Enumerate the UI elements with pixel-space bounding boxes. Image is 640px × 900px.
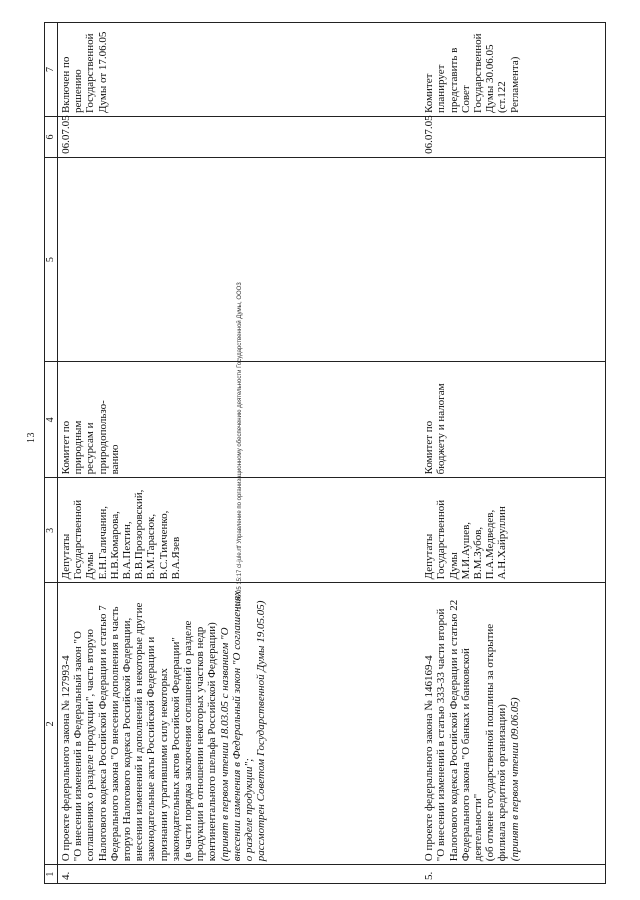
- responsible-committee: [58, 362, 422, 478]
- status-line: Комитет планирует: [423, 64, 448, 113]
- author-line: Государственной: [435, 499, 448, 580]
- committee-line: Комитет по: [60, 420, 72, 475]
- author-line: П.А.Медведев,: [484, 509, 497, 580]
- author-line: В.М.Тарасюк,: [145, 513, 158, 580]
- bill-status: [421, 23, 605, 117]
- header-col-3: 3: [45, 478, 58, 583]
- status-line: Думы от 17.06.05: [96, 31, 109, 113]
- bill-authors: [58, 478, 422, 583]
- author-line: Депутаты: [423, 533, 436, 580]
- author-line: А.Н.Хайруллин: [496, 506, 509, 580]
- table-row: [421, 23, 605, 884]
- responsible-committee: [421, 362, 605, 478]
- review-date: 06.07.05: [421, 117, 605, 158]
- bill-note: (принят в первом чтении 18.03.05 с названием "О внесении изменения в Федеральный закон "О соглашениях о разделе продукции";: [218, 590, 256, 862]
- header-col-7: 7: [45, 23, 58, 117]
- author-line: В.М.Зубов,: [472, 526, 485, 580]
- header-col-5: 5: [45, 157, 58, 361]
- committee-line: ванию: [108, 444, 121, 475]
- bill-desc-line: (об отмене государственной пошлины за открытие филиала кредитной организации): [484, 623, 509, 862]
- author-line: В.А.Язев: [169, 536, 182, 580]
- author-line: Думы: [447, 552, 460, 580]
- status-line: (ст.122 Регламента): [496, 56, 521, 113]
- status-line: решению: [72, 69, 85, 113]
- status-line: Включен по: [60, 56, 72, 113]
- committee-line: природопользо-: [96, 400, 109, 475]
- bill-desc-line: "О внесении изменений в статью 333-33 части второй Налогового кодекса Российской Федерации и статью 22 Федерального закона "О банках и банковской деятельности": [435, 599, 485, 862]
- header-col-2: 2: [45, 583, 58, 865]
- table-header-row: [45, 23, 58, 884]
- author-line: В.С.Тимченко,: [157, 510, 170, 580]
- author-line: Н.В.Комарова,: [108, 511, 121, 580]
- status-line: представить в Совет: [447, 47, 472, 113]
- committee-line: Комитет по: [423, 420, 436, 475]
- author-line: В.А.Пехтин,: [121, 521, 134, 580]
- committee-line: природным: [72, 420, 85, 475]
- bill-title: О проекте федерального закона № 127993-4: [60, 655, 72, 862]
- committee-line: бюджету и налогам: [435, 383, 448, 475]
- bill-authors: [421, 478, 605, 583]
- row-number: 5.: [421, 865, 605, 884]
- bill-title: О проекте федерального закона № 146169-4: [423, 655, 436, 862]
- committee-line: ресурсам и: [84, 422, 97, 475]
- document-sheet: [44, 22, 606, 884]
- bill-note: рассмотрен Советом Государственной Думы 19.05.05): [255, 600, 268, 862]
- table-row: [58, 23, 422, 884]
- bill-description: [58, 583, 422, 865]
- review-date: 06.07.05: [58, 117, 422, 158]
- author-line: Депутаты: [60, 533, 72, 580]
- status-line: Государственной: [84, 33, 97, 113]
- header-col-6: 6: [45, 117, 58, 158]
- print-footer: 17.06.05 15:17 cl-jule.rtf Управление по организационному обеспечению деятельности Государственной Думы, ООО3: [237, 282, 243, 610]
- header-col-4: 4: [45, 362, 58, 478]
- bill-note: (принят в первом чтении 09.06.05): [508, 697, 521, 862]
- bill-desc-line: (в части порядка заключения соглашений о разделе продукции в отношении некоторых участков недр континентального шельфа Российской Федерации): [182, 620, 219, 862]
- page-number: 13: [26, 432, 37, 443]
- author-line: Е.Н.Галичанин,: [96, 505, 109, 580]
- author-line: Государственной: [72, 499, 85, 580]
- author-line: Думы: [84, 552, 97, 580]
- status-line: Государственной: [472, 33, 485, 113]
- col5-cell: [421, 157, 605, 361]
- author-line: М.И.Аушев,: [459, 521, 472, 580]
- row-number: 4.: [58, 865, 422, 884]
- col5-cell: [58, 157, 422, 361]
- bill-description: [421, 583, 605, 865]
- status-line: Думы 30.06.05: [484, 44, 497, 113]
- bills-table: [44, 22, 606, 884]
- bill-status: [58, 23, 422, 117]
- author-line: В.В.Прозоровский,: [133, 489, 146, 580]
- header-col-1: 1: [45, 865, 58, 884]
- bill-desc-line: "О внесении изменений в Федеральный закон "О соглашениях о разделе продукции", часть вторую Налогового кодекса Российской Федерации и статью 7 Федерального закона "О внесении дополнения в часть вторую Налогового кодекса Российской Федерации, внесении изменений и дополнений в некоторые другие законодательные акты Российской Федерации и признании утратившими силу некоторых законодательных актов Российской Федерации": [72, 602, 182, 862]
